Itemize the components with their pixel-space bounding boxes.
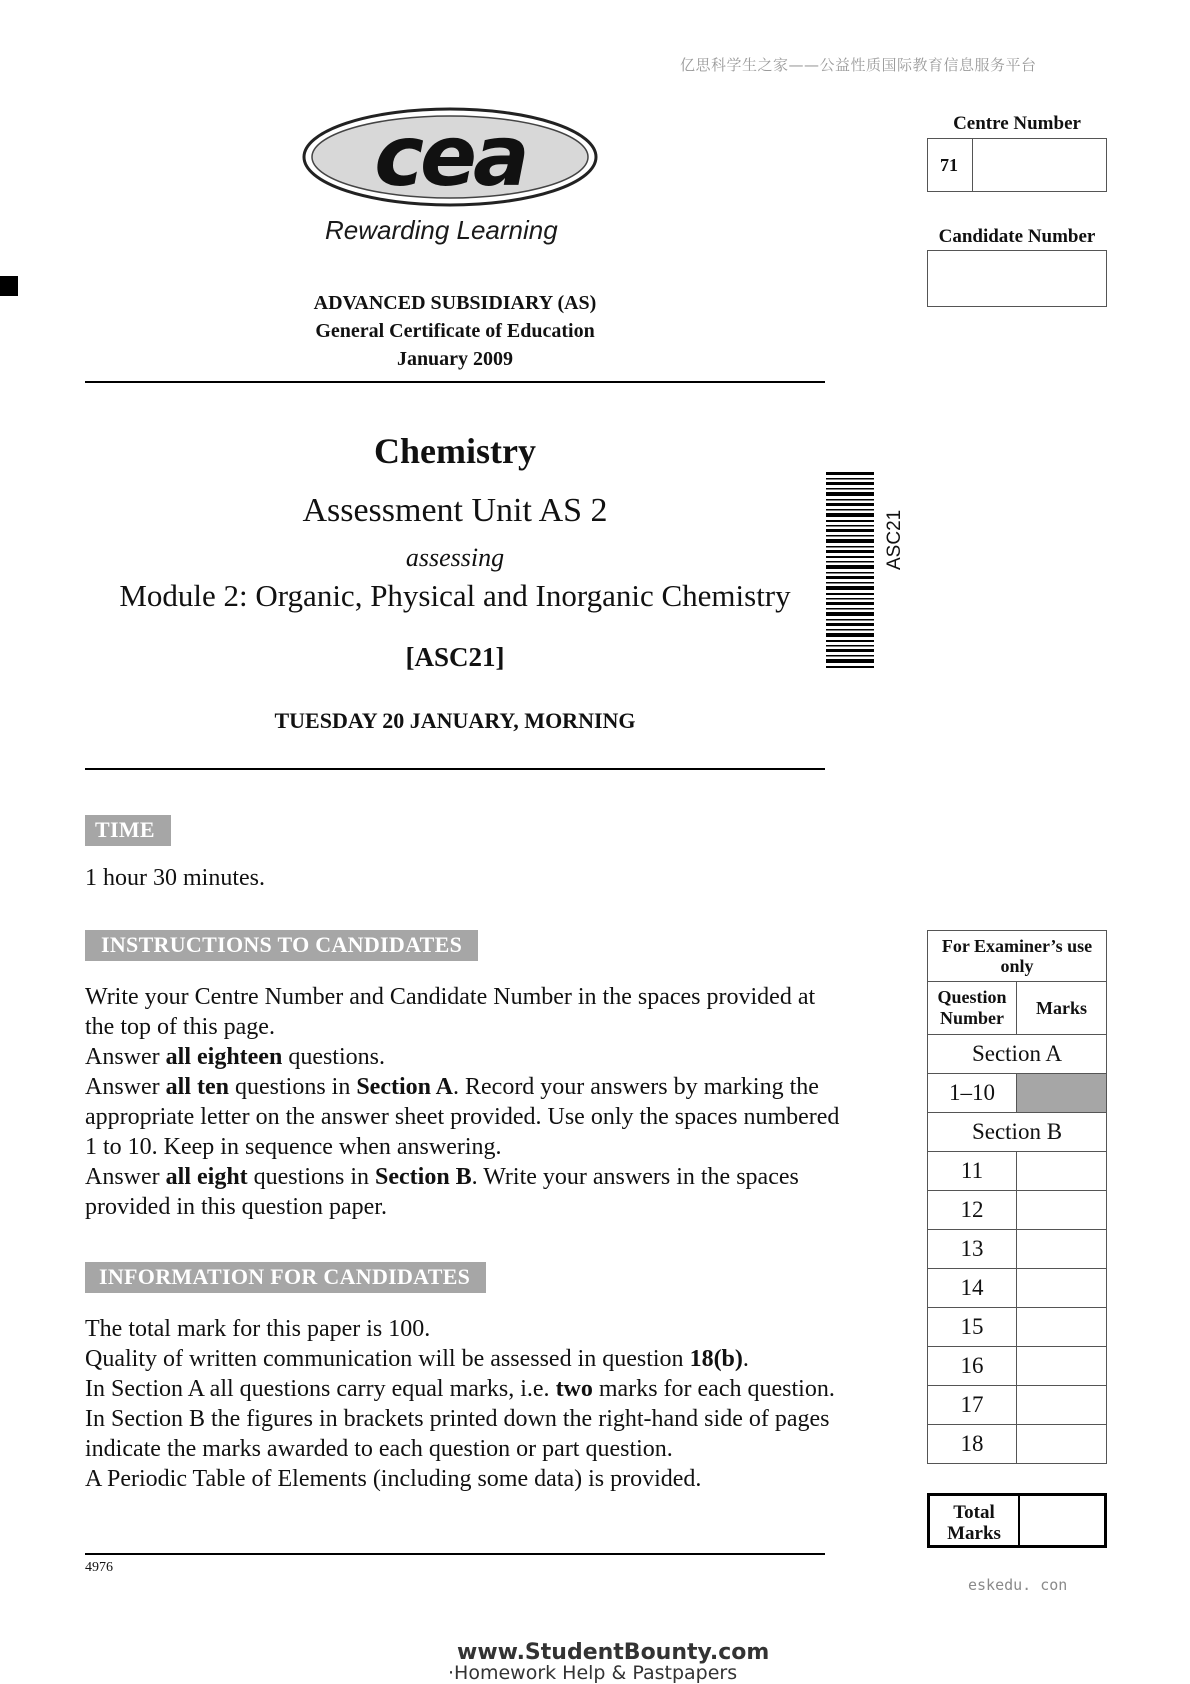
information-body: [85, 1314, 845, 1494]
instruction-2: Answer all eighteen questions.: [85, 1044, 385, 1070]
information-heading: INFORMATION FOR CANDIDATES: [85, 1262, 486, 1293]
section-a-row: Section A: [928, 1035, 1107, 1074]
candidate-number-field[interactable]: [927, 250, 1107, 307]
question-number-header: Question Number: [928, 982, 1017, 1035]
module-title: Module 2: Organic, Physical and Inorganic Chemistry: [119, 578, 791, 613]
registration-mark: [0, 276, 18, 296]
marks-cell[interactable]: [1017, 1152, 1107, 1191]
centre-number-value: 71: [940, 155, 958, 175]
qualification-name: General Certificate of Education: [315, 320, 595, 342]
header-divider: [85, 381, 825, 383]
marks-cell[interactable]: [1017, 1386, 1107, 1425]
instructions-body: [85, 982, 845, 1222]
logo-tagline: Rewarding Learning: [325, 215, 558, 245]
question-number: 14: [928, 1269, 1017, 1308]
total-marks-box[interactable]: [927, 1493, 1107, 1548]
marks-cell[interactable]: [1017, 1308, 1107, 1347]
watermark-header: 亿思科学生之家——公益性质国际教育信息服务平台: [680, 56, 1037, 74]
exam-date: TUESDAY 20 JANUARY, MORNING: [274, 708, 636, 733]
section-a-marks-cell[interactable]: [1017, 1074, 1107, 1113]
marks-cell[interactable]: [1017, 1269, 1107, 1308]
title-divider: [85, 768, 825, 770]
marks-cell[interactable]: [1017, 1347, 1107, 1386]
examiner-heading: For Examiner’s use only: [928, 931, 1107, 982]
candidate-number-label: Candidate Number: [938, 226, 1096, 247]
section-b-row: Section B: [928, 1113, 1107, 1152]
marks-header: Marks: [1017, 982, 1107, 1035]
information-4: In Section B the figures in brackets printed down the right-hand side of pages indicate the marks awarded to each question or part question.: [85, 1406, 830, 1462]
question-number: 15: [928, 1308, 1017, 1347]
marks-cell[interactable]: [1017, 1191, 1107, 1230]
centre-number-label: Centre Number: [953, 113, 1081, 134]
paper-code: [ASC21]: [405, 642, 505, 672]
question-number: 17: [928, 1386, 1017, 1425]
subject-title: Chemistry: [374, 431, 536, 471]
question-number: 12: [928, 1191, 1017, 1230]
question-number: 18: [928, 1425, 1017, 1464]
paper-number: 4976: [85, 1560, 113, 1575]
barcode-label: ASC21: [884, 509, 905, 570]
qualification-level: ADVANCED SUBSIDIARY (AS): [313, 292, 597, 314]
section-a-range: 1–10: [928, 1074, 1017, 1113]
question-number: 16: [928, 1347, 1017, 1386]
marks-cell[interactable]: [1017, 1425, 1107, 1464]
assessment-unit: Assessment Unit AS 2: [302, 492, 608, 529]
svg-text:cea: cea: [374, 107, 526, 205]
watermark-eskedu: eskedu. con: [968, 1576, 1068, 1594]
studentbounty-tagline: ·Homework Help & Pastpapers: [448, 1662, 738, 1684]
time-heading: TIME: [85, 815, 171, 846]
information-2: Quality of written communication will be assessed in question 18(b).: [85, 1346, 749, 1372]
centre-number-field[interactable]: [927, 138, 1107, 192]
time-text: 1 hour 30 minutes.: [85, 865, 265, 891]
instruction-4: Answer all eight questions in Section B. Write your answers in the spaces provided in this question paper.: [85, 1164, 799, 1220]
assessing-label: assessing: [405, 543, 505, 572]
studentbounty-url: www.StudentBounty.com: [457, 1640, 770, 1665]
exam-session: January 2009: [396, 348, 514, 370]
marks-cell[interactable]: [1017, 1230, 1107, 1269]
question-number: 13: [928, 1230, 1017, 1269]
total-marks-label: Total Marks: [947, 1502, 1001, 1544]
information-3: In Section A all questions carry equal marks, i.e. two marks for each question.: [85, 1376, 835, 1402]
footer-divider: [85, 1553, 825, 1555]
instruction-3: Answer all ten questions in Section A. Record your answers by marking the appropriate letter on the answer sheet provided. Use only the spaces numbered 1 to 10. Keep in sequence when answering.: [85, 1074, 840, 1160]
information-1: The total mark for this paper is 100.: [85, 1316, 431, 1342]
examiner-marks-table: [927, 930, 1107, 1464]
instructions-heading: INSTRUCTIONS TO CANDIDATES: [85, 930, 478, 961]
question-number: 11: [928, 1152, 1017, 1191]
barcode: [826, 472, 874, 668]
information-5: A Periodic Table of Elements (including some data) is provided.: [85, 1466, 702, 1492]
instruction-1: Write your Centre Number and Candidate Number in the spaces provided at the top of this page.: [85, 984, 816, 1040]
